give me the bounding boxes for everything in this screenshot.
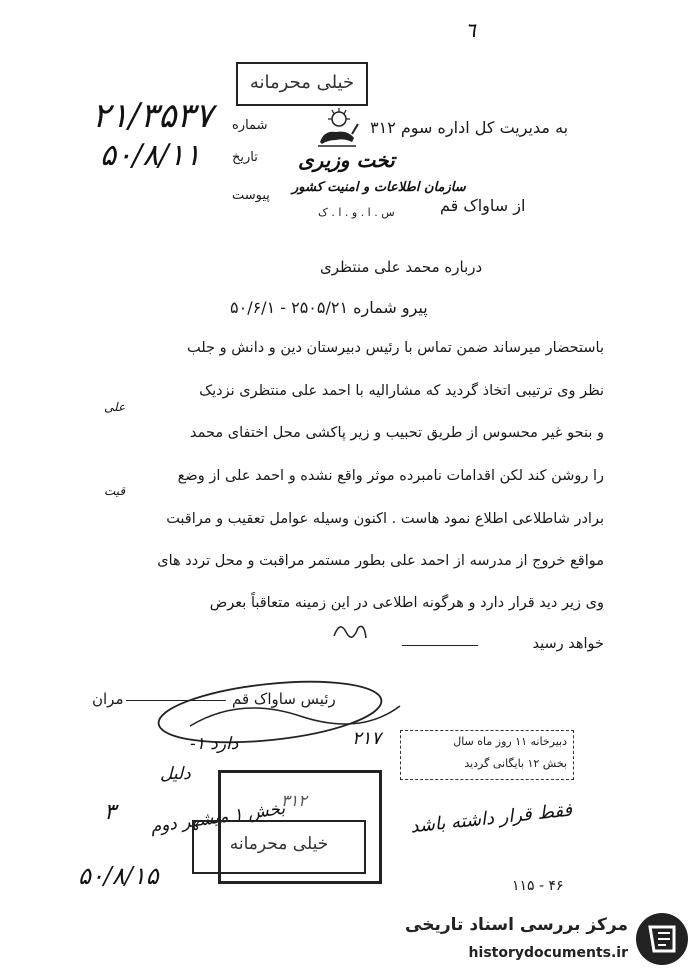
- received-stamp-line1: دبیرخانه ۱۱ روز ماه سال: [453, 735, 567, 748]
- body-line-8: خواهد رسید: [532, 636, 604, 652]
- handwritten-note-3: بخش ۱ میشهر دوم: [149, 798, 287, 838]
- body-line-3: و بنحو غیر محسوس از طریق تحبیب و زیر پاکشی محل اختفای محمد: [190, 425, 604, 441]
- body-line-2: نظر وی ترتیبی اتخاذ گردید که مشارالیه با احمد علی منتظری نزدیک: [199, 383, 604, 399]
- watermark-title: مرکز بررسی اسناد تاریخی: [405, 915, 628, 935]
- classification-stamp: [236, 62, 368, 106]
- subject-line: درباره محمد علی منتظری: [320, 258, 483, 276]
- bottom-classification-stamp: [192, 820, 366, 874]
- interline-word-ghiyat: قیت: [104, 484, 126, 498]
- reference-line: پیرو شماره ۲۵۰۵/۲۱ - ۵۰/۶/۱: [230, 298, 428, 317]
- handwritten-note-1: دارد ۱-: [190, 734, 239, 754]
- body-line-5: برادر شاطلاعی اطلاع نمود هاست . اکنون وسیله عوامل تعقیب و مراقبت: [166, 511, 604, 527]
- bottom-left-code: ۳: [104, 800, 116, 825]
- bottom-stamp-code: ۳۱۲: [281, 791, 307, 810]
- interline-word-ali: علی: [104, 400, 126, 414]
- organization-name: سازمان اطلاعات و امنیت کشور: [292, 180, 466, 195]
- watermark-footer: [405, 905, 700, 973]
- body-line-7: وی زیر دید قرار دارد و هرگونه اطلاعی در این زمینه متعاقباً بعرض: [209, 595, 604, 611]
- attachment-label: پیوست: [232, 188, 270, 203]
- received-stamp-line2: بخش ۱۲ بایگانی گردید: [464, 757, 567, 770]
- handwritten-note-4: فقط قرار داشته باشد: [409, 799, 574, 838]
- handwritten-note-2: دلیل: [160, 764, 191, 784]
- date-label: تاریخ: [232, 150, 258, 165]
- document-number: ۲۱/۳۵۳۷: [92, 96, 214, 136]
- from-line: از ساواک قم: [440, 196, 526, 215]
- watermark-url: historydocuments.ir: [468, 945, 628, 961]
- body-line-6: مواقع خروج از مدرسه از احمد علی بطور مستمر مراقبت و محل تردد های: [157, 553, 604, 569]
- received-stamp: [400, 730, 574, 780]
- closing-dash: [402, 645, 478, 646]
- body-line-4: را روشن کند لکن اقدامات نامبرده موثر واقع نشده و احمد علی از وضع: [177, 468, 604, 484]
- classification-stamp-text: خیلی محرمانه: [249, 72, 355, 93]
- to-line: به مدیریت کل اداره سوم ۳۱۲: [370, 118, 569, 137]
- watermark-logo-icon: [634, 911, 690, 967]
- bottom-classification-stamp-text: خیلی محرمانه: [229, 834, 329, 854]
- organization-code: س . ا . و . ا . ک: [318, 206, 395, 219]
- document-date: ۵۰/۸/۱۱: [100, 138, 201, 173]
- initials-scribble-icon: [330, 616, 370, 646]
- signature-dash: [126, 700, 226, 701]
- lion-and-sun-emblem-icon: [312, 108, 362, 150]
- bottom-left-date: ۵۰/۸/۱۵: [78, 862, 159, 890]
- body-line-1: باستحضار میرساند ضمن تماس با رئیس دبیرستان دین و دانش و جلب: [186, 340, 604, 356]
- signature-label: رئیس ساواک قم: [232, 690, 336, 708]
- top-mark: ٦: [465, 18, 476, 42]
- emblem-caption: تخت وزیری: [298, 148, 395, 172]
- page-code: ۱۱۵ - ۴۶: [512, 878, 564, 894]
- received-stamp-number: ۲۱۷: [352, 728, 382, 749]
- signature-name: مران: [92, 690, 124, 708]
- number-label: شماره: [232, 118, 268, 133]
